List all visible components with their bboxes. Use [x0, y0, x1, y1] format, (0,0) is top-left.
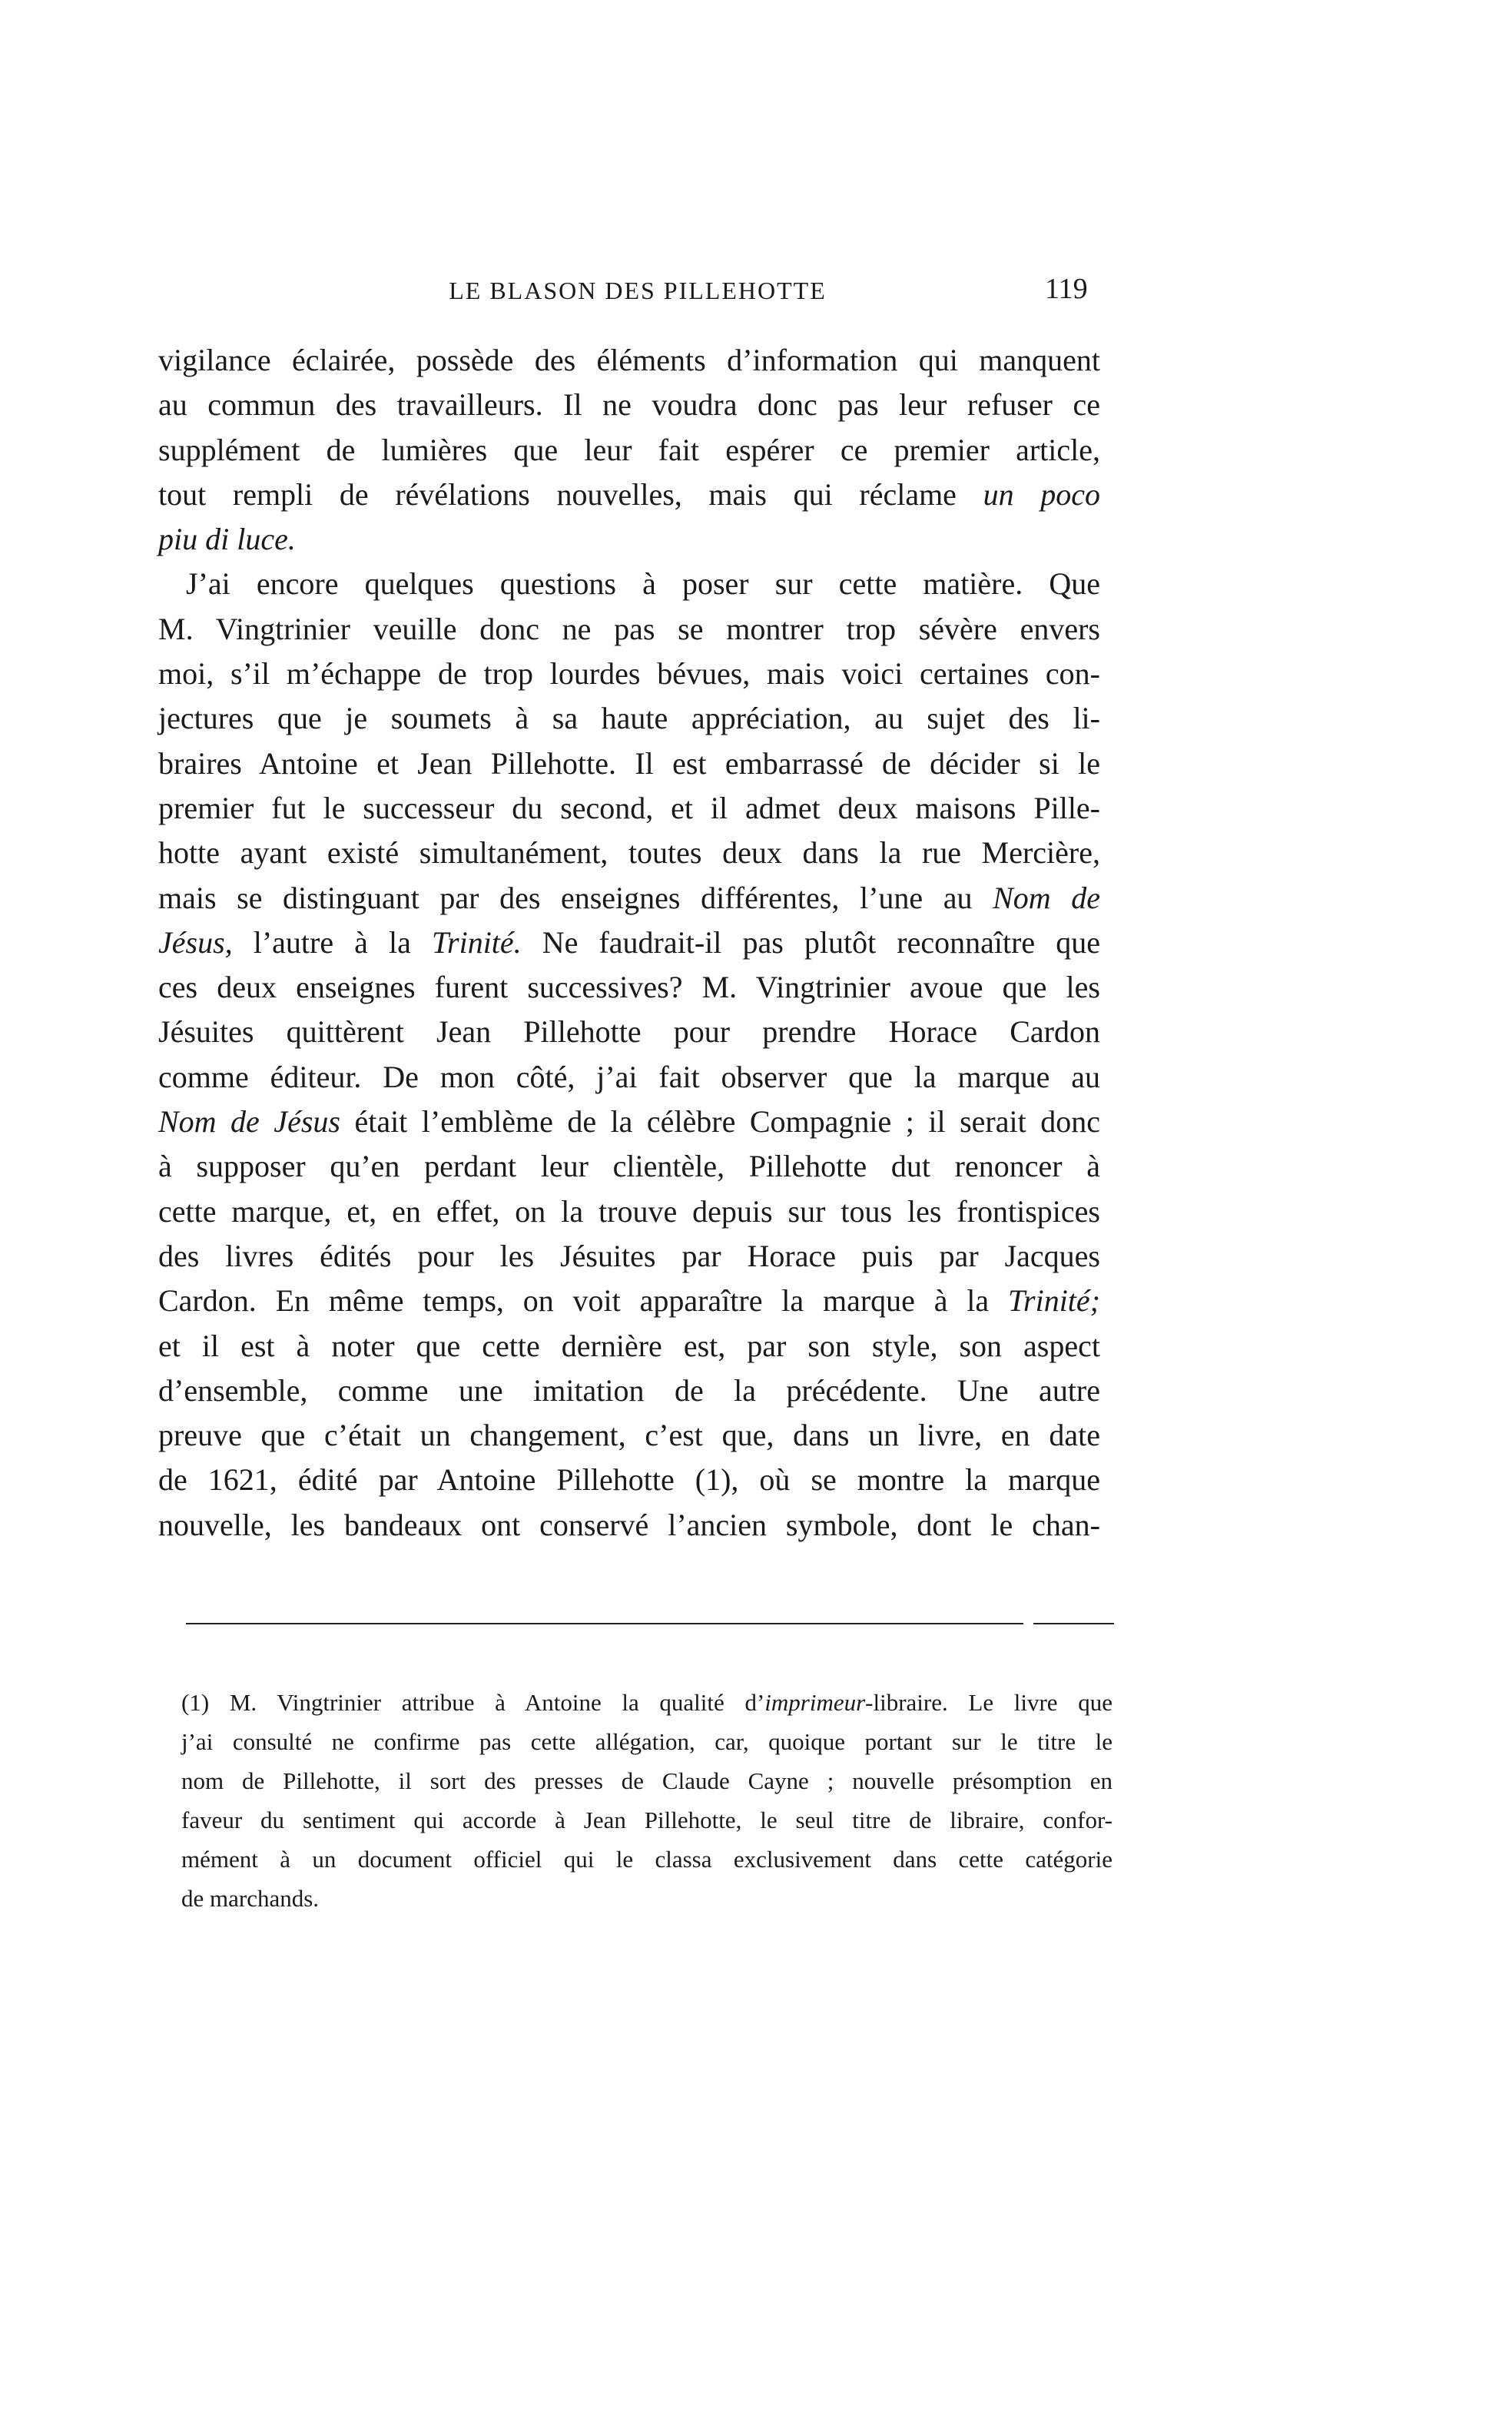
text-segment: faveur du sentiment qui accorde à Jean Pillehotte, le seul titre de libraire, confor- [181, 1807, 1112, 1833]
text-segment: cette marque, et, en effet, on la trouve depuis sur tous les frontispices [158, 1193, 1100, 1229]
text-segment: hotte ayant existé simultanément, toutes deux dans la rue Mercière, [158, 835, 1100, 871]
text-segment: nom de Pillehotte, il sort des presses de Claude Cayne ; nouvelle présomption en [181, 1767, 1112, 1794]
body-line [158, 1503, 1100, 1548]
body-line [158, 1369, 1100, 1413]
text-segment: j’ai consulté ne confirme pas cette allégation, car, quoique portant sur le titre le [181, 1728, 1112, 1755]
text-segment: premier fut le successeur du second, et il admet deux maisons Pille- [158, 790, 1100, 825]
text-segment: était l’emblème de la célèbre Compagnie ; il serait donc [340, 1104, 1100, 1140]
text-segment: -libraire. Le livre que [865, 1689, 1112, 1716]
text-segment: preuve que c’était un changement, c’est que, dans un livre, en date [158, 1418, 1100, 1453]
body-line [158, 383, 1100, 427]
body-line [158, 1189, 1100, 1234]
text-segment: nouvelle, les bandeaux ont conservé l’ancien symbole, dont le chan- [158, 1507, 1100, 1542]
page-number: 119 [1045, 273, 1088, 305]
body-line [158, 428, 1100, 473]
body-line [158, 1279, 1100, 1323]
body-text [158, 338, 1100, 1548]
text-segment: Jésuites quittèrent Jean Pillehotte pour prendre Horace Cardon [158, 1014, 1100, 1050]
text-segment: des livres édités pour les Jésuites par Horace puis par Jacques [158, 1238, 1100, 1273]
text-segment: mais se distinguant par des enseignes différentes, l’une au [158, 880, 993, 915]
footnotes [181, 1683, 1112, 1918]
body-line [158, 1324, 1100, 1369]
text-segment: et il est à noter que cette dernière est, par son style, son aspect [158, 1328, 1100, 1363]
text-segment: jectures que je soumets à sa haute appréciation, au sujet des li- [158, 701, 1100, 736]
italic-text: Nom de [993, 880, 1101, 915]
body-line [158, 1234, 1100, 1279]
text-segment: Ne faudrait-il pas plutôt reconnaître que [521, 924, 1101, 960]
body-line [158, 1144, 1100, 1189]
text-segment: J’ai encore quelques questions à poser sur cette matière. Que [186, 566, 1100, 602]
footnote-line [181, 1761, 1112, 1800]
footnote-rule [186, 1623, 1023, 1624]
text-segment: ces deux enseignes furent successives? M. Vingtrinier avoue que les [158, 970, 1100, 1005]
text-segment: d’ensemble, comme une imitation de la précédente. Une autre [158, 1372, 1100, 1408]
footnote-line [181, 1800, 1112, 1840]
body-line [158, 921, 1100, 965]
text-segment: au commun des travailleurs. Il ne voudra donc pas leur refuser ce [158, 387, 1100, 423]
italic-text: imprimeur [764, 1689, 866, 1716]
text-segment: comme éditeur. De mon côté, j’ai fait observer que la marque au [158, 1059, 1100, 1094]
body-line [158, 1413, 1100, 1458]
body-line [158, 517, 1100, 562]
italic-text: piu di luce. [158, 522, 296, 557]
body-line [158, 338, 1100, 383]
body-line [158, 742, 1100, 786]
text-segment: braires Antoine et Jean Pillehotte. Il est embarrassé de décider si le [158, 745, 1100, 781]
text-segment: supplément de lumières que leur fait espérer ce premier article, [158, 432, 1100, 467]
text-segment: l’autre à la [232, 924, 432, 960]
body-line [158, 876, 1100, 921]
italic-text: Trinité; [1007, 1283, 1100, 1319]
body-line [158, 1010, 1100, 1054]
text-segment: Cardon. En même temps, on voit apparaître la marque à la [158, 1283, 1008, 1319]
body-line [158, 562, 1100, 606]
text-segment: M. Vingtrinier veuille donc ne pas se montrer trop sévère envers [158, 611, 1100, 646]
footnote-line [181, 1722, 1112, 1761]
body-line [158, 1458, 1100, 1502]
footnote-line [181, 1683, 1112, 1722]
italic-text: Jésus, [158, 924, 233, 960]
running-head: LE BLASON DES PILLEHOTTE [449, 277, 827, 304]
footnote-line [181, 1879, 1112, 1918]
body-line [158, 965, 1100, 1010]
text-segment: (1) M. Vingtrinier attribue à Antoine la qualité d’ [181, 1689, 765, 1716]
body-line [158, 786, 1100, 831]
body-line [158, 652, 1100, 696]
italic-text: Nom de Jésus [158, 1104, 340, 1140]
text-segment: à supposer qu’en perdant leur clientèle, Pillehotte dut renoncer à [158, 1149, 1100, 1184]
body-line [158, 1055, 1100, 1100]
text-segment: mément à un document officiel qui le classa exclusivement dans cette catégorie [181, 1846, 1112, 1873]
body-line [158, 607, 1100, 652]
text-segment: moi, s’il m’échappe de trop lourdes bévues, mais voici certaines con- [158, 656, 1100, 692]
text-segment: de 1621, édité par Antoine Pillehotte (1), où se montre la marque [158, 1462, 1100, 1498]
text-segment: tout rempli de révélations nouvelles, mais qui réclame [158, 476, 983, 512]
text-segment: vigilance éclairée, possède des éléments d’information qui manquent [158, 343, 1100, 377]
body-line [158, 473, 1100, 517]
body-line [158, 1100, 1100, 1144]
footnote-line [181, 1840, 1112, 1879]
italic-text: Trinité. [431, 924, 522, 960]
body-line [158, 696, 1100, 741]
body-line [158, 831, 1100, 875]
italic-text: un poco [983, 476, 1100, 512]
text-segment: de marchands. [181, 1885, 320, 1912]
footnote-rule-end [1033, 1623, 1114, 1624]
